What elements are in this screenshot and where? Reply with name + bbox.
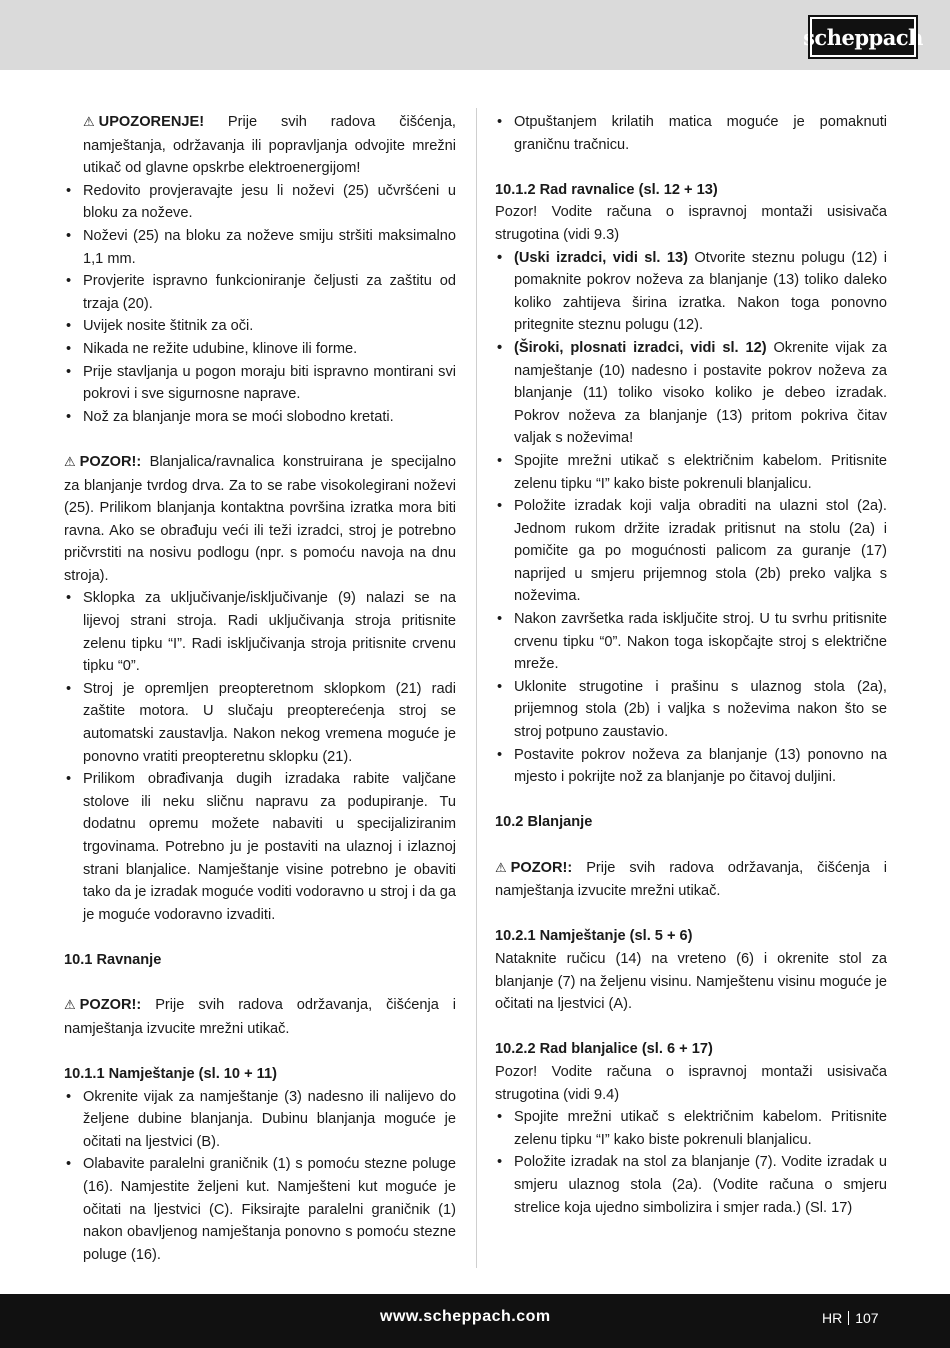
warning-paragraph: [64, 111, 456, 180]
bullet-list: [64, 587, 456, 926]
language-code: HR: [822, 1310, 843, 1326]
list-item: [495, 337, 887, 450]
list-item: • Nikada ne režite udubine, klinove ili forme.: [64, 338, 456, 361]
paragraph: Pozor! Vodite računa o ispravnoj montaži usisivača strugotina (vidi 9.4): [495, 1063, 887, 1103]
page-indicator: [822, 1310, 879, 1326]
warning-label: POZOR!:: [79, 997, 142, 1014]
list-item: • Noževi (25) na bloku za noževe smiju stršiti maksimalno 1,1 mm.: [64, 225, 456, 270]
warning-label: UPOZORENJE!: [98, 114, 205, 130]
warning-triangle-icon: ⚠: [64, 998, 76, 1014]
list-item: • Položite izradak koji valja obraditi na ulazni stol (2a). Jednom rukom držite izradak pritisnut na stolu (2a) i pomičite ga po mogućnosti palicom za guranje (17) naprijed u smjeru prijemnog stola (2b) preko valjka s noževima.: [495, 495, 887, 608]
list-item: • Otpuštanjem krilatih matica moguće je pomaknuti graničnu tračnicu.: [495, 111, 887, 156]
bullet-list: [64, 1086, 456, 1267]
subsection-heading: 10.1.2 Rad ravnalice (sl. 12 + 13): [495, 181, 718, 198]
list-item: • Položite izradak na stol za blanjanje (7). Vodite izradak u smjeru ulaznog stola (2a). (Vodite računa o smjeru strelice koja ujedno simbolizira i smjer rada.) (Sl. 17): [495, 1151, 887, 1219]
column-divider: [476, 108, 477, 1268]
section-heading: 10.1 Ravnanje: [64, 951, 162, 968]
item-lead: (Uski izradci, vidi sl. 13): [514, 249, 688, 266]
brand-logo: scheppach: [810, 17, 916, 57]
subsection-heading: 10.1.1 Namještanje (sl. 10 + 11): [64, 1065, 277, 1082]
paragraph: Nataknite ručicu (14) na vreteno (6) i okrenite stol za blanjanje (7) na željenu visinu. Namještenu visinu moguće je očitati na ljestvici (A).: [495, 950, 887, 1013]
list-item: • Postavite pokrov noževa za blanjanje (13) ponovno na mjesto i pokrijte nož za blanjanje po čitavoj duljini.: [495, 744, 887, 789]
list-item: [495, 247, 887, 337]
warning-triangle-icon: ⚠: [83, 115, 95, 130]
list-item: • Prilikom obrađivanja dugih izradaka rabite valjčane stolove ili neku sličnu napravu za podupiranje. Tu dodatnu opremu možete nabaviti u specijaliziranim trgovinama. Potrebno ju je postaviti na ulaznoj i izlaznoj strani blanjalice. Namještanje visine potrebno je obaviti tako da je izradak moguće voditi vodoravno u stroj i da ga je moguće vodoravno izvaditi.: [64, 768, 456, 926]
separator: [848, 1311, 849, 1325]
warning-paragraph: [64, 994, 456, 1040]
list-item: • Stroj je opremljen preopteretnom sklopkom (21) radi zaštite motora. U slučaju preopterećenja stroj se automatski zaustavlja. Nakon nekog vremena moguće je ponovno vratiti preopteretnu sklopku (21).: [64, 678, 456, 768]
subsection-heading: 10.2.2 Rad blanjalice (sl. 6 + 17): [495, 1041, 713, 1058]
list-item: • Uklonite strugotine i prašinu s ulaznog stola (2a), prijemnog stola (2b) i valjka s noževima nakon što se stroj potpuno zaustavio.: [495, 676, 887, 744]
warning-text: Prije svih radova održavanja, čišćenja i namještanja izvucite mrežni utikač.: [64, 997, 456, 1037]
warning-triangle-icon: ⚠: [495, 860, 507, 876]
list-item: • Okrenite vijak za namještanje (3) nadesno ili nalijevo do željene dubine blanjanja. Dubinu blanjanja moguće je očitati na ljestvici (B).: [64, 1086, 456, 1154]
bullet-list: [495, 111, 887, 156]
warning-triangle-icon: ⚠: [64, 454, 76, 470]
warning-paragraph: [495, 857, 887, 903]
bullet-list: [64, 180, 456, 429]
item-lead: (Široki, plosnati izradci, vidi sl. 12): [514, 339, 767, 356]
section-heading: 10.2 Blanjanje: [495, 814, 593, 831]
list-item: • Provjerite ispravno funkcioniranje čeljusti za zaštitu od trzaja (20).: [64, 270, 456, 315]
list-item: • Nakon završetka rada isključite stroj. U tu svrhu pritisnite crvenu tipku “0”. Nakon toga iskopčajte stroj s električne mreže.: [495, 608, 887, 676]
list-item: • Redovito provjeravajte jesu li noževi (25) učvršćeni u bloku za noževe.: [64, 180, 456, 225]
list-item: • Nož za blanjanje mora se moći slobodno kretati.: [64, 406, 456, 429]
list-item: • Uvijek nosite štitnik za oči.: [64, 315, 456, 338]
list-item: • Spojite mrežni utikač s električnim kabelom. Pritisnite zelenu tipku “I” kako biste pokrenuli blanjalicu.: [495, 450, 887, 495]
warning-label: POZOR!:: [510, 859, 573, 876]
bold-bullet-list: [495, 247, 887, 450]
bullet-list: [495, 1106, 887, 1219]
page-number: 107: [855, 1310, 879, 1326]
warning-paragraph: [64, 451, 456, 588]
subsection-heading: 10.2.1 Namještanje (sl. 5 + 6): [495, 928, 693, 945]
bullet-list: [495, 450, 887, 789]
warning-label: POZOR!:: [79, 453, 142, 470]
item-text: Otvorite steznu polugu (12) i pomaknite pokrov noževa za blanjanje (13) toliko daleko koliko zahtijeva širina izratka. Nakon toga ponovno pritegnite steznu polugu (12).: [514, 249, 887, 334]
footer-url: www.scheppach.com: [380, 1308, 551, 1325]
list-item: • Sklopka za uključivanje/isključivanje (9) nalazi se na lijevoj strani stroja. Radi uključivanja stroja pritisnite zelenu tipku “I”. Radi isključivanja stroja pritisnite crvenu tipku “0”.: [64, 587, 456, 677]
paragraph: Pozor! Vodite računa o ispravnoj montaži usisivača strugotina (vidi 9.3): [495, 204, 887, 243]
list-item: • Spojite mrežni utikač s električnim kabelom. Pritisnite zelenu tipku “I” kako biste pokrenuli blanjalicu.: [495, 1106, 887, 1151]
warning-text: Prije svih radova održavanja, čišćenja i namještanja izvucite mrežni utikač.: [495, 859, 887, 900]
item-text: Okrenite vijak za namještanje (10) nadesno i postavite pokrov noževa za blanjanje (11) toliko visoko koliko je debeo izradak. Pokrov noževa za blanjanje (13) pritom pokriva čitav valjak s noževima!: [514, 339, 887, 447]
right-column: [495, 111, 887, 1219]
left-column: [64, 111, 456, 1266]
warning-text: Prije svih radova čišćenja, namještanja, održavanja ili popravljanja odvojite mrežni utikač od glavne opskrbe elektroenergijom!: [83, 114, 456, 177]
warning-text: Blanjalica/ravnalica konstruirana je specijalno za blanjanje tvrdog drva. Za to se rabe visokolegirani noževi (25). Prilikom blanjanja kontaktna površina izratka mora biti ravna. Ako se obrađuju veći ili teži izradci, stroj je potrebno pričvrstiti na nosivu podlogu (npr. s pomoću navoja na dnu stroja).: [64, 453, 456, 584]
list-item: • Prije stavljanja u pogon moraju biti ispravno montirani svi pokrovi i sve sigurnosne naprave.: [64, 361, 456, 406]
list-item: • Olabavite paralelni graničnik (1) s pomoću stezne poluge (16). Namjestite željeni kut. Namješteni kut moguće je očitati na ljestvici (C). Fiksirajte paralelni graničnik (1) nakon obavljenog namještanja ponovno s pomoću stezne poluge (16).: [64, 1153, 456, 1266]
